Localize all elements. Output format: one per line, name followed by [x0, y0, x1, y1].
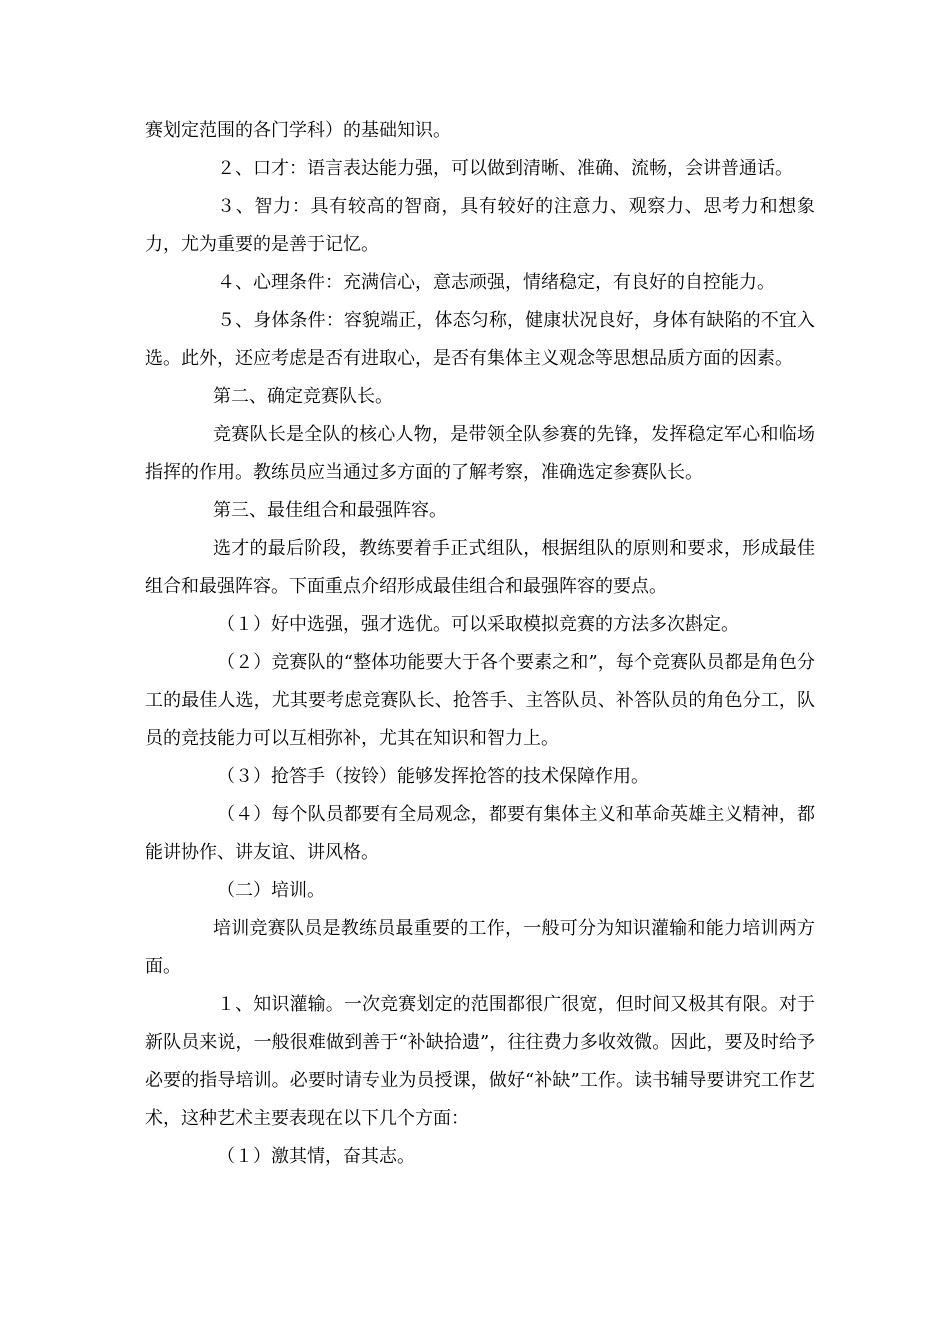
paragraph: 竞赛队长是全队的核心人物，是带领全队参赛的先锋，发挥稳定军心和临场指挥的作用。教练员应当通过多方面的了解考察，准确选定参赛队长。 — [145, 424, 815, 483]
paragraph: ４、心理条件：充满信心，意志顽强，情绪稳定，有良好的自控能力。 — [217, 272, 775, 293]
list-item: （１）激其情，奋其志。 — [217, 1146, 415, 1167]
list-item: （２）竞赛队的“整体功能要大于各个要素之和”，每个竞赛队员都是角色分工的最佳人选，尤其要考虑竞赛队长、抢答手、主答队员、补答队员的角色分工，队员的竞技能力可以互相弥补，尤其在知识和智力上。 — [145, 652, 815, 749]
paragraph: 赛划定范围的各门学科）的基础知识。 — [145, 120, 451, 141]
paragraph: 选才的最后阶段，教练要着手正式组队，根据组队的原则和要求，形成最佳组合和最强阵容。下面重点介绍形成最佳组合和最强阵容的要点。 — [145, 538, 815, 597]
document-body — [145, 112, 815, 1176]
paragraph: ２、口才：语言表达能力强，可以做到清晰、准确、流畅，会讲普通话。 — [217, 158, 793, 179]
list-item: （１）好中选强，强才选优。可以采取模拟竞赛的方法多次斟定。 — [217, 614, 739, 635]
list-item: （４）每个队员都要有全局观念，都要有集体主义和革命英雄主义精神，都能讲协作、讲友谊、讲风格。 — [145, 804, 815, 863]
section-heading: 第三、最佳组合和最强阵容。 — [213, 500, 447, 521]
paragraph: ５、身体条件：容貌端正，体态匀称，健康状况良好，身体有缺陷的不宜入选。此外，还应考虑是否有进取心，是否有集体主义观念等思想品质方面的因素。 — [145, 310, 815, 369]
section-heading: （二）培训。 — [217, 880, 325, 901]
paragraph: ３、智力：具有较高的智商，具有较好的注意力、观察力、思考力和想象力，尤为重要的是善于记忆。 — [145, 196, 815, 255]
section-heading: 第二、确定竞赛队长。 — [213, 386, 393, 407]
paragraph: 培训竞赛队员是教练员最重要的工作，一般可分为知识灌输和能力培训两方面。 — [145, 918, 815, 977]
paragraph: １、知识灌输。一次竞赛划定的范围都很广很宽，但时间又极其有限。对于新队员来说，一般很难做到善于“补缺拾遗”，往往费力多收效微。因此，要及时给予必要的指导培训。必要时请专业为员授课，做好“补缺”工作。读书辅导要讲究工作艺术，这种艺术主要表现在以下几个方面： — [145, 994, 815, 1129]
list-item: （３）抢答手（按铃）能够发挥抢答的技术保障作用。 — [217, 766, 649, 787]
